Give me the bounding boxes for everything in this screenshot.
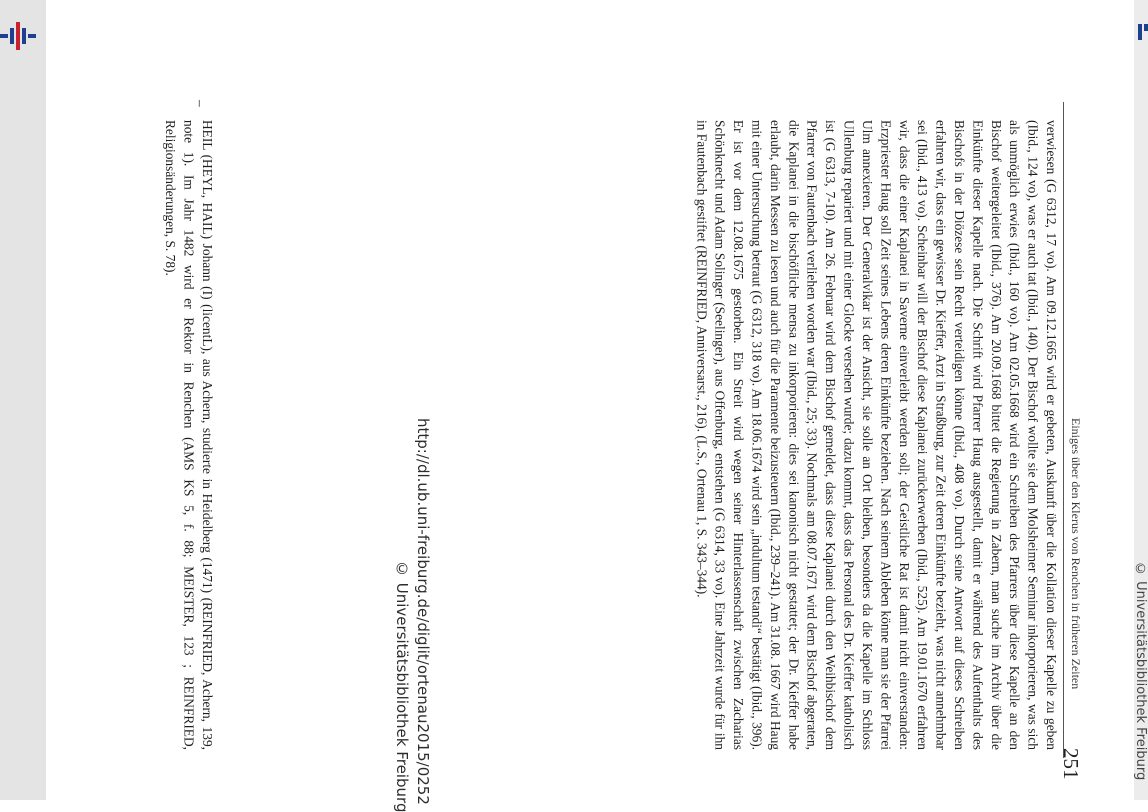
copyright-notice-edge: © Universitätsbibliothek Freiburg: [1133, 562, 1148, 781]
body-paragraph: verwiesen (G 6312, 17 vo). Am 09.12.1665 wird er gebeten, Auskunft über die Kollation dieser Kapelle zu geben (Ibid., 124 vo), was er auch tat (Ibid., 140). Der Bischof wollte sie dem Molsheimer Seminar inkorporieren, was sich als unmöglich erwies (Ibid., 160 vo). Am 02.05.1668 wird ein Schreiben des Pfarrers über diese Kapelle an den Bischof weitergeleitet (Ibid., 376). Am 20.09.1668 bittet die Regierung in Zabern, man suche im Archiv über die Einkünfte dieser Kapelle nach. Die Schrift wird Pfarrer Haug ausgestellt, damit er während des Aufenthalts des Bischofs in der Diözese sein Recht verteidigen könne (Ibid., 408 vo). Durch seine Antwort auf dieses Schreiben erfahren wir, dass ein gewisser Dr. Kieffer, Arzt in Straßburg, zur Zeit deren Einkünfte bezieht, was nicht annehmbar sei (Ibid., 413 vo). Scheinbar will der Bischof diese Kaplanei zurückerwerben (Ibid., 525). Am 19.01.1670 erfahren wir, dass die einer Kaplanei in Saverne einverleibt werden soll; der Geistliche Rat ist damit nicht einverstanden: Erzpriester Haug soll Zeit seines Lebens deren Einkünfte beziehen. Nach seinem Ableben könne man sie der Pfarrei Ulm annexieren. Der Generalvikar ist der Ansicht, sie solle an Ort bleiben, besonders da die Kapelle im Schloss Ullenburg repariert und mit einer Glocke versehen wurde; dazu kommt, dass das Personal des Dr. Kieffer katholisch ist (G 6313, 7-10). Am 26. Februar wird dem Bischof gemeldet, dass diese Kaplanei durch den Weihbischof dem Pfarrer von Fautenbach verliehen worden war (Ibid., 25; 33). Nochmals am 08.07.1671 wird dem Bischof abgeraten, die Kaplanei in die bischöfliche mensa zu inkorporieren: dies sei kanonisch nicht gestattet; der Dr. Kieffer habe erlaubt, darin Messen zu lesen und auch für die Paramente beizusteuern (Ibid., 239–241). Am 31.08. 1667 wird Haug mit einer Untersuchung betraut (G 6312, 318 vo). Am 18.06.1674 wird sein „indultum testandi“ bestätigt (Ibid., 396). Er ist vor dem 12.08.1675 gestorben. Ein Streit wird wegen seiner Hinterlassenschaft zwischen Zacharias Schönknecht und Adam Solinger (Seelinger), aus Offenburg, entstehen (G 6314, 33 vo). Eine Jahrzeit wurde für ihn in Fautenbach gestiftet (REINFRIED, Anniversarst., 216). (L.S., Ortenau 1, S. 343–344).: [694, 120, 1059, 750]
university-library-logo-icon: [0, 18, 36, 52]
entry-dash: –: [193, 100, 208, 107]
viewer-left-margin: [0, 0, 46, 800]
running-head: Einiges über den Klerus von Renchen in früheren Zeiten: [1069, 418, 1083, 690]
header-rule: [1063, 102, 1064, 758]
page-number: 251: [1059, 748, 1083, 780]
clergy-entry: HEIL (HEYL, HAIL) Johann (I) (licentL), aus Achern, studierte in Heidelberg (1471) (REINFRIED, Achern, 139, note 1). Im Jahr 1482 wird er Rektor in Renchen (AMS KS 5, f. 88; MEISTER, 123 ; REINFRIED, Religionsänderungen, S. 78).: [163, 120, 215, 750]
university-library-logo-icon: [1138, 24, 1148, 40]
permalink-url[interactable]: http://dl.ub.uni-freiburg.de/diglit/ortenau2015/0252: [414, 418, 432, 805]
copyright-notice: © Universitätsbibliothek Freiburg: [393, 560, 411, 812]
